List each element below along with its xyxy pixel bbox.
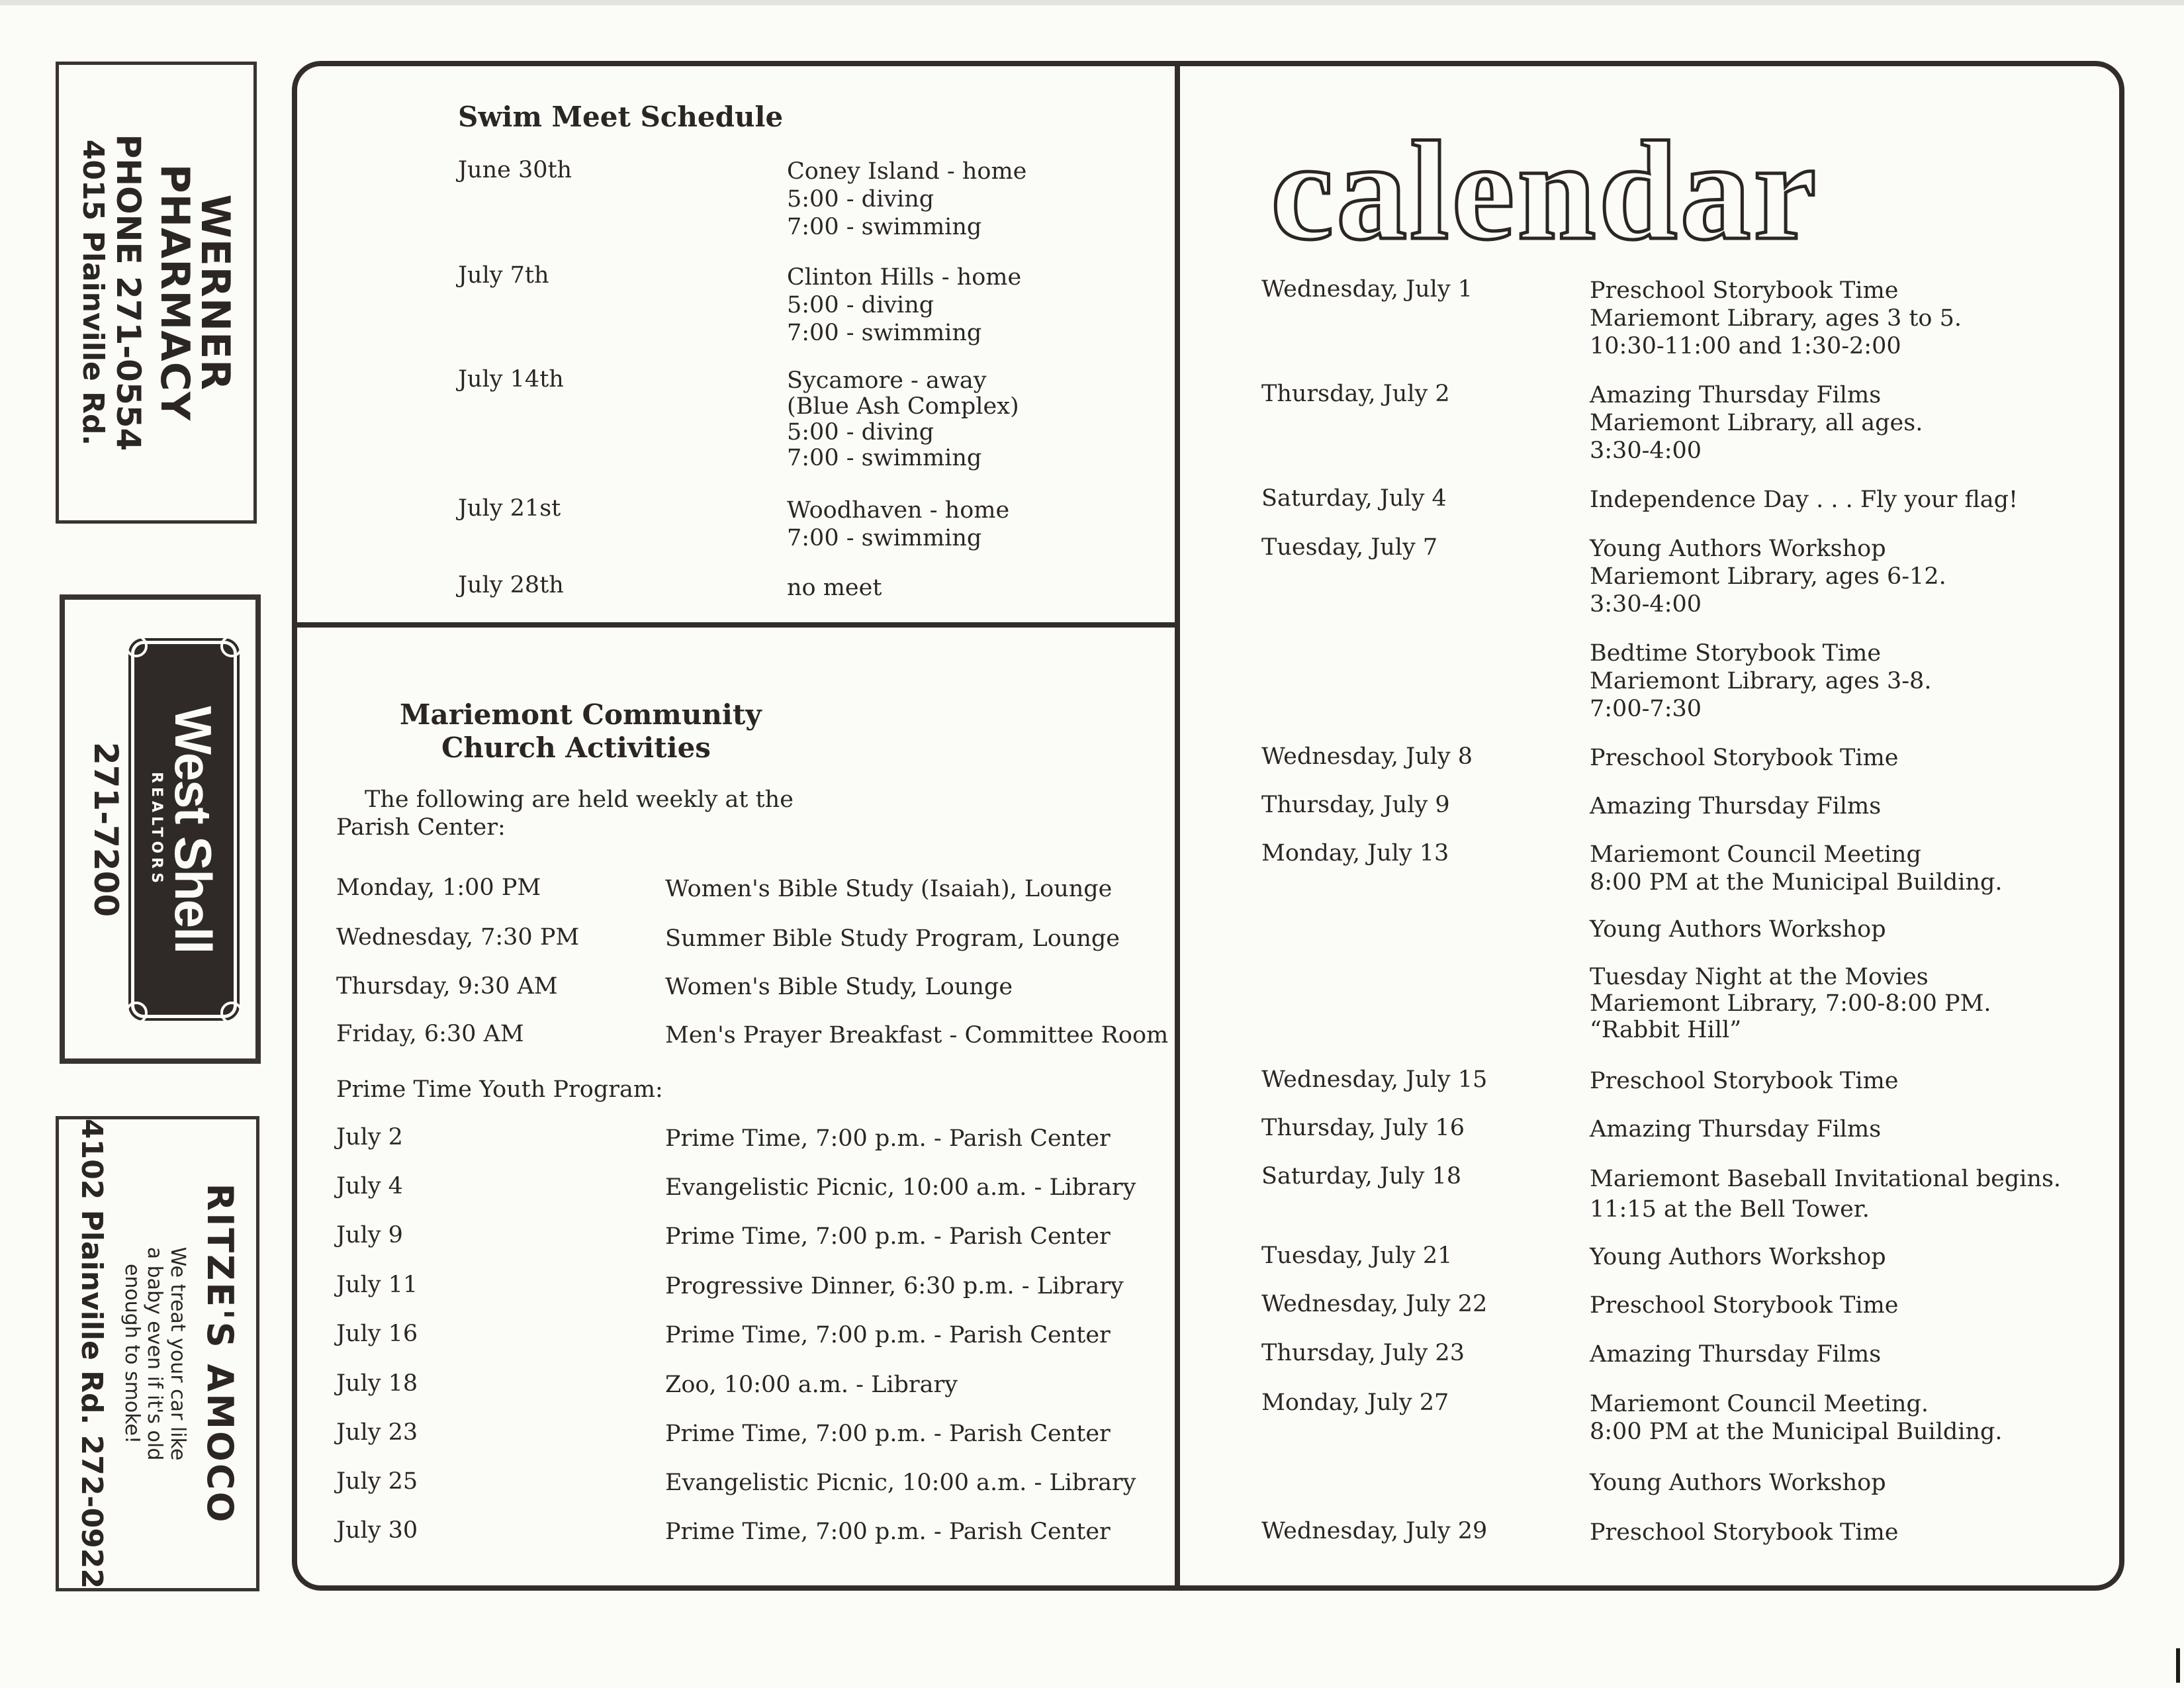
prime-date: July 11	[336, 1272, 418, 1298]
weekly-time: Wednesday, 7:30 PM	[336, 924, 580, 951]
calendar-event: Young Authors Workshop	[1590, 1470, 1886, 1496]
page-top-edge	[0, 0, 2184, 5]
calendar-date: Tuesday, July 7	[1261, 534, 1438, 561]
west-shell-ad-content	[87, 644, 234, 1015]
west-shell-phone: 271-7200	[87, 741, 125, 917]
weekly-activity: Women's Bible Study, Lounge	[665, 974, 1013, 1000]
ritze-slogan-line: We treat your car like	[166, 1246, 189, 1461]
swim-detail: Woodhaven - home 7:00 - swimming	[787, 497, 1010, 551]
swim-detail: Sycamore - away (Blue Ash Complex) 5:00 - diving 7:00 - swimming	[787, 367, 1019, 471]
calendar-event: Preschool Storybook Time	[1590, 1292, 1899, 1319]
calendar-event: Amazing Thursday Films	[1590, 793, 1882, 820]
calendar-event: Tuesday Night at the Movies Mariemont Library, 7:00-8:00 PM. “Rabbit Hill”	[1590, 964, 1991, 1043]
calendar-date: Tuesday, July 21	[1261, 1243, 1453, 1269]
calendar-event: Young Authors Workshop Mariemont Library, ages 6-12. 3:30-4:00	[1590, 536, 1946, 618]
church-intro-line2: Parish Center:	[336, 814, 506, 841]
prime-date: July 9	[336, 1222, 403, 1248]
calendar-event: Preschool Storybook Time Mariemont Library, ages 3 to 5. 10:30-11:00 and 1:30-2:00	[1590, 277, 1962, 359]
west-shell-realtors: REALTORS	[148, 771, 165, 887]
calendar-event: Preschool Storybook Time	[1590, 1068, 1899, 1094]
west-shell-ad	[60, 594, 261, 1064]
swim-schedule-title: Swim Meet Schedule	[458, 101, 784, 133]
prime-event: Evangelistic Picnic, 10:00 a.m. - Library	[665, 1470, 1136, 1496]
logo-corner-ornament	[220, 635, 243, 657]
calendar-event: Young Authors Workshop	[1590, 1244, 1886, 1270]
werner-address: 4015 Plainville Rd.	[75, 139, 110, 446]
calendar-date: Saturday, July 4	[1261, 485, 1447, 512]
church-title-line2: Church Activities	[441, 731, 711, 764]
prime-event: Evangelistic Picnic, 10:00 a.m. - Library	[665, 1174, 1136, 1201]
prime-date: July 18	[336, 1370, 418, 1397]
ritze-name: RITZE'S AMOCO	[199, 1183, 242, 1524]
calendar-event: Amazing Thursday Films Mariemont Library, all ages. 3:30-4:00	[1590, 382, 1923, 464]
calendar-date: Thursday, July 23	[1261, 1340, 1465, 1366]
weekly-activity: Men's Prayer Breakfast - Committee Room	[665, 1022, 1169, 1049]
calendar-event: Preschool Storybook Time	[1590, 745, 1899, 771]
scan-edge-mark	[2176, 1648, 2180, 1683]
calendar-date: Wednesday, July 1	[1261, 276, 1473, 303]
calendar-event: Mariemont Council Meeting. 8:00 PM at the Municipal Building.	[1590, 1391, 2003, 1445]
swim-date: June 30th	[458, 157, 572, 183]
prime-event: Prime Time, 7:00 p.m. - Parish Center	[665, 1125, 1111, 1152]
swim-date: July 21st	[458, 495, 561, 522]
calendar-event: Mariemont Baseball Invitational begins. 11:15 at the Bell Tower.	[1590, 1166, 2062, 1223]
calendar-date: Thursday, July 16	[1261, 1115, 1465, 1141]
column-divider	[1175, 61, 1180, 1591]
prime-date: July 2	[336, 1124, 403, 1150]
logo-corner-ornament	[220, 1002, 243, 1024]
calendar-event: Young Authors Workshop	[1590, 916, 1886, 943]
church-title-line1: Mariemont Community	[400, 698, 762, 731]
swim-date: July 7th	[458, 262, 549, 289]
weekly-activity: Women's Bible Study (Isaiah), Lounge	[665, 876, 1113, 902]
logo-corner-ornament	[125, 635, 148, 657]
prime-event: Prime Time, 7:00 p.m. - Parish Center	[665, 1421, 1111, 1447]
werner-pharmacy-word: PHARMACY	[151, 164, 198, 422]
calendar-title: calendar	[1271, 113, 1819, 269]
weekly-time: Monday, 1:00 PM	[336, 874, 541, 901]
west-shell-logo	[134, 644, 234, 1015]
prime-event: Prime Time, 7:00 p.m. - Parish Center	[665, 1322, 1111, 1348]
weekly-time: Friday, 6:30 AM	[336, 1021, 524, 1047]
calendar-event: Independence Day . . . Fly your flag!	[1590, 487, 2019, 513]
calendar-date: Wednesday, July 29	[1261, 1518, 1488, 1544]
calendar-event: Preschool Storybook Time	[1590, 1519, 1899, 1546]
calendar-date: Wednesday, July 8	[1261, 743, 1473, 770]
calendar-event: Amazing Thursday Films	[1590, 1116, 1882, 1143]
west-shell-name: West Shell	[164, 705, 223, 953]
ritze-ad-text	[75, 1119, 240, 1589]
ritze-slogan-line: a baby even if it's old	[143, 1246, 167, 1461]
calendar-event: Bedtime Storybook Time Mariemont Library, ages 3-8. 7:00-7:30	[1590, 640, 1932, 722]
calendar-date: Saturday, July 18	[1261, 1163, 1462, 1190]
prime-event: Prime Time, 7:00 p.m. - Parish Center	[665, 1223, 1111, 1250]
ritze-address: 4102 Plainville Rd. 272-0922	[75, 1118, 109, 1589]
weekly-time: Thursday, 9:30 AM	[336, 973, 558, 1000]
section-divider	[297, 622, 1176, 628]
prime-date: July 16	[336, 1321, 418, 1347]
werner-ad-text	[75, 134, 239, 451]
calendar-date: Thursday, July 2	[1261, 381, 1450, 407]
calendar-date: Thursday, July 9	[1261, 792, 1450, 818]
prime-date: July 4	[336, 1173, 403, 1199]
prime-date: July 25	[336, 1468, 418, 1495]
calendar-date: Wednesday, July 22	[1261, 1291, 1488, 1317]
prime-event: Prime Time, 7:00 p.m. - Parish Center	[665, 1519, 1111, 1545]
calendar-date: Monday, July 27	[1261, 1389, 1449, 1416]
ritzes-amoco-ad	[56, 1116, 259, 1591]
ritze-slogan-line: enough to smoke!	[120, 1263, 144, 1444]
logo-corner-ornament	[125, 1002, 148, 1024]
calendar-date: Monday, July 13	[1261, 840, 1449, 867]
werner-pharmacy-ad	[56, 62, 257, 524]
calendar-event: Amazing Thursday Films	[1590, 1341, 1882, 1368]
swim-detail: no meet	[787, 575, 882, 601]
prime-event: Zoo, 10:00 a.m. - Library	[665, 1372, 958, 1398]
swim-detail: Coney Island - home 5:00 - diving 7:00 - swimming	[787, 158, 1027, 240]
prime-event: Progressive Dinner, 6:30 p.m. - Library	[665, 1273, 1124, 1299]
swim-detail: Clinton Hills - home 5:00 - diving 7:00 - swimming	[787, 264, 1022, 346]
swim-date: July 14th	[458, 366, 564, 393]
prime-date: July 23	[336, 1419, 418, 1446]
calendar-date: Wednesday, July 15	[1261, 1066, 1488, 1093]
werner-phone: PHONE 271-0554	[109, 134, 148, 451]
swim-date: July 28th	[458, 572, 564, 598]
calendar-event: Mariemont Council Meeting 8:00 PM at the Municipal Building.	[1590, 841, 2003, 896]
prime-time-label: Prime Time Youth Program:	[336, 1076, 663, 1103]
prime-date: July 30	[336, 1517, 418, 1544]
weekly-activity: Summer Bible Study Program, Lounge	[665, 925, 1120, 952]
werner-name: WERNER	[192, 194, 239, 391]
church-intro-line1: The following are held weekly at the	[365, 786, 794, 813]
